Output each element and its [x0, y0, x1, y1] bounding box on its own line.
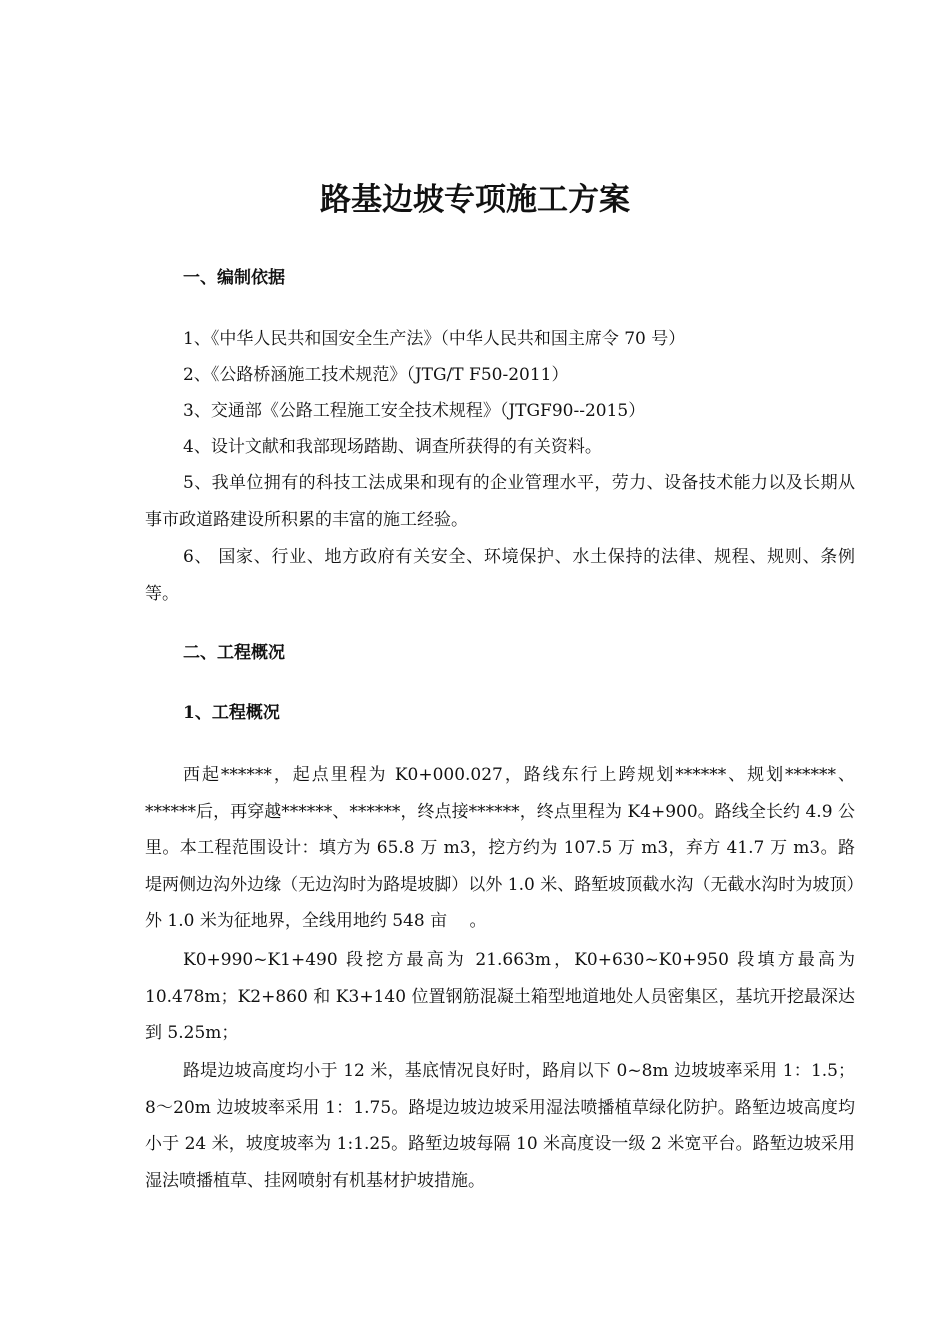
basis-item-2: 2、《公路桥涵施工技术规范》（JTG/T F50-2011） [183, 365, 569, 385]
basis-item-5: 5、我单位拥有的科技工法成果和现有的企业管理水平，劳力、设备技术能力以及长期从事市政道路建设所积累的丰富的施工经验。 [145, 473, 855, 530]
basis-item-3: 3、交通部《公路工程施工安全技术规程》（JTGF90--2015） [183, 401, 646, 421]
overview-paragraph-1: 西起******，起点里程为 K0+000.027，路线东行上跨规划******、规划******、******后，再穿越******、******，终点接******，终点里程为 K4+900。路线全长约 4.9 公里。本工程范围设计：填方为 65.8 万 m3，挖方约为 107.5 万 m3，弃方 41.7 万 m3。路堤两侧边沟外边缘（无边沟时为路堤坡脚）以外 1.0 米、路堑坡顶截水沟（无截水沟时为坡顶）外 1.0 米为征地界，全线用地约 548 亩 。 [145, 765, 855, 931]
basis-item-1: 1、《中华人民共和国安全生产法》（中华人民共和国主席令 70 号） [183, 329, 686, 349]
basis-item-6: 6、 国家、行业、地方政府有关安全、环境保护、水土保持的法律、规程、规则、条例等。 [145, 547, 855, 604]
overview-paragraph-2: K0+990~K1+490 段挖方最高为 21.663m，K0+630~K0+950 段填方最高为 10.478m；K2+860 和 K3+140 位置钢筋混凝土箱型地道地处人员密集区，基坑开挖最深达到 5.25m； [145, 950, 855, 1043]
overview-paragraph-3: 路堤边坡高度均小于 12 米，基底情况良好时，路肩以下 0~8m 边坡坡率采用 1：1.5；8～20m 边坡坡率采用 1：1.75。路堤边坡边坡采用湿法喷播植草绿化防护。路堑边坡高度均小于 24 米，坡度坡率为 1:1.25。路堑边坡每隔 10 米高度设一级 2 米宽平台。路堑边坡采用湿法喷播植草、挂网喷射有机基材护坡措施。 [145, 1061, 855, 1191]
document-title: 路基边坡专项施工方案 [320, 182, 630, 218]
section-heading-overview: 二、工程概况 [183, 643, 285, 663]
section-heading-basis: 一、编制依据 [183, 268, 285, 288]
basis-item-4: 4、设计文献和我部现场踏勘、调查所获得的有关资料。 [183, 437, 602, 457]
subsection-heading-overview: 1、工程概况 [183, 703, 280, 723]
